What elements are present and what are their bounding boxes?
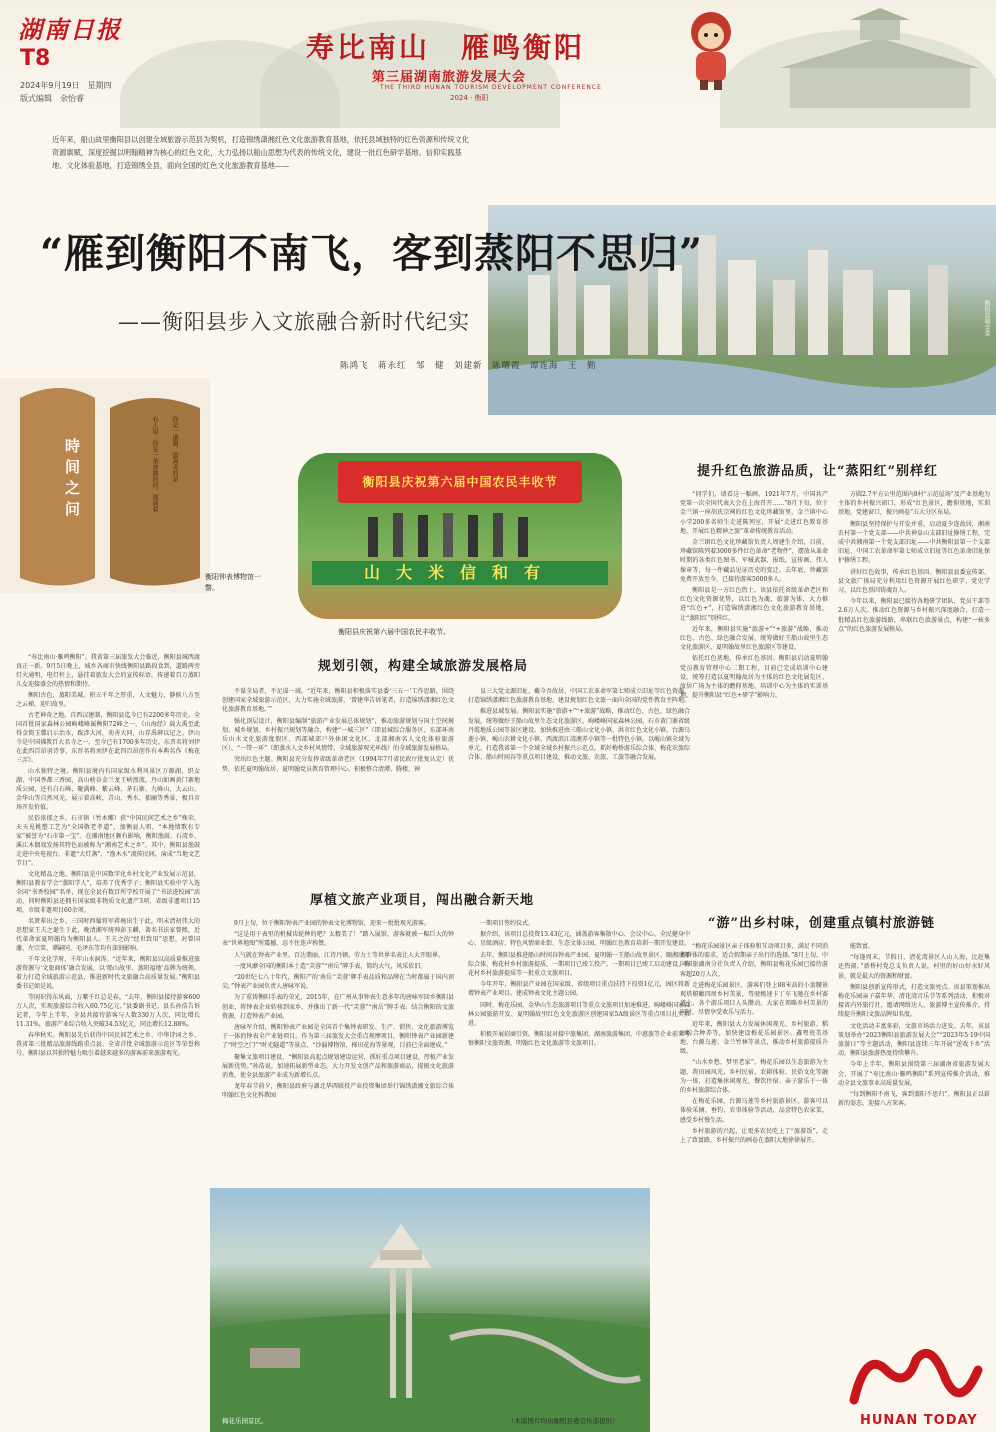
festival-caption: 衡阳县庆祝第六届中国农民丰收节。 — [338, 628, 450, 636]
section-heading-red-tourism: 提升红色旅游品质，让“蒸阳红”别样红 — [697, 464, 938, 479]
paragraph: 衡阳县坚持保护与开发并重。启动夏少连故居，湘南农村第一个党支部——中共神皇山支部旧址修缮工程，完成中共湘南第一个党支部旧址——中共衡阳县第一个支部旧址、中国工农革命军第七师成立旧址等红色革命旧址保护修缮工程。 — [838, 520, 990, 565]
paragraph: 9月上旬，位于衡阳钟表产业园的钟表文化博物馆，迎来一批批观光游客。 — [234, 920, 430, 927]
paragraph: 乡村旅游的兴起，让更多农民吃上了“旅游饭”，走上了致富路，乡村振兴的画卷在蒸阳大地徐徐展开。 — [680, 1127, 828, 1145]
newspaper-masthead: 湖南日报 — [18, 15, 122, 44]
industry-column-2 — [468, 919, 690, 1189]
paragraph: 今年上半年，衡阳县围绕第三届湖南省旅游发展大会，开展了“寿比南山·雁鸣衡阳”系列宣传推介活动，推动全县文旅事业高质量发展。 — [838, 1061, 990, 1087]
paragraph: 春华秋实。衡阳县先后获得中国民间艺术之乡、中华诗词之乡、我省第三批精品旅游线路重点县、全省首批全域旅游示范区等荣誉称号，衡阳县以其独特魅力吸引着越来越多的游客前来旅游观光。 — [16, 1032, 200, 1057]
paragraph: “这是用于表里的机械齿轮种的吧？太精美了！”踏入展馆，游客就被一幅巨大的钟表“世界地图”所震撼，忍不住连声称赞。 — [222, 931, 454, 948]
mascot-illustration — [680, 6, 742, 90]
paragraph: 皇三大党文源旧址、戴今吾故居、中国工农革命军第七师成立旧址等红色资源，打造锦绣潇湘红色旅游教育基地，建设规划红色文旅一面向全国的党性教育主阵地。 — [468, 688, 690, 705]
paragraph: 积极开展招商引资。衡阳县对接中旅集团、湖南旅游集团、中惠旅等企业前来考察衡阳文旅资源，明翰红色文化旅游等文旅项目。 — [468, 1031, 690, 1048]
paragraph: 能致富。 — [850, 943, 875, 950]
paragraph: 一度风靡全国的衡阳本土造“芙蓉”“南岳”牌手表，简约大气，风采依旧。 — [234, 962, 427, 970]
paragraph: 民俗浓郁之乡。石市镇（竹木鄉）获“中国民间艺术之乡”殊荣，天天见桃塑工艺为“全国敬老孝道”，加衡县人唱，“本地情歌有专家”被誉为“石市第一宝”。在湘南地区颇有影响，衡阳渔鼓、石湾乡、溪江木偶戏发扬其特色而被称为“湘南艺术之乡”，其中，衡阳县渔鼓走进中央电视台，非遗“大灯盏”、“渔木水”流传民间，演成“当地文艺节目”。 — [16, 815, 200, 867]
paragraph: 等闲识得东风面，万紫千红总是春。“去年，衡阳县接待游客600万人次，实现旅游综合收入60.75亿元。”县委副书记、县长孙浩告诉记者，今年上半年，全县共接待游客与人数330万人次，同比增长11.31%，旅游产业综合收入突破34.53亿元，同比增长12.88%。 — [16, 994, 200, 1028]
article-subtitle: ——衡阳县步入文旅融合新时代纪实 — [118, 310, 470, 334]
paragraph: 在梅花乐园、台源乌莲等乡村旅游景区，游客可以体验采摘、垂钓、农事体验等活动，品尝特色农家菜，感受乡村慢生活。 — [680, 1098, 828, 1124]
pillar-inscription: 有人说：你是一条奔腾的河，流淌着 — [151, 416, 158, 512]
paragraph: 文化精品之地。衡阳县是中国数字化乡村文化产业发展示范县，衡阳县教育学会“蒸阳学人”，培养了优秀学子；衡阳县实验中学入选全国“书香校园”名单，现在全县有数百所学校开展了“书法进校园”活动，同时衡阳县还拥有国家级非物质文化遗产3项、省级非遗项目15项，市级非遗项目60余项。 — [16, 871, 200, 914]
paragraph: 方圆2.7平方公里范围内8村“示范屋场”及产业基地为主体的乡村振兴窗口，形成“红色景区，瞻仰基地，实训基地，党建窗口，振兴画卷”五大分区布局。 — [838, 491, 990, 517]
observation-tower-drawing — [210, 1188, 650, 1432]
paragraph: 聚集文旅项目建设，“衡阳县高起点规划建设运营，抓好重点项目建设，厚植产业发展新优势。”孙浩说，加速拓展新型业态，大力开发文创产品和旅游商品，提振文化旅游消费，使全县旅游产业成为新增长点。 — [222, 1053, 454, 1080]
paragraph: 依托红色基地，传承红色基因。衡阳县启动夏明翰党员教育管理中心二期工程，目前已完成培训中心建设，统筹打造以夏明翰故居为主体的红色文化展览区、故居广场为主体的瞻仰基地、培训中心为主体的实训基地，提升衡阳县“红色+研学”影响力。 — [680, 655, 828, 700]
section-heading-industry: 厚植文旅产业项目，闯出融合新天地 — [310, 893, 535, 908]
section-heading-planning: 规划引领，构建全域旅游发展格局 — [318, 659, 529, 674]
paragraph: 龙年春节前夕，衡阳县政府与湖北华西联投产业投资集团举行锦绣潇湘文旅综合体明翰红色文化科教园 — [222, 1083, 454, 1100]
paragraph: 山水独特之境。衡阳县境内有国家级水利风景区万源湖、织女湖、中国香都三香园，高山峡谷金兰龙王峡漂流，丹山如画黄门寨地质公园，还有白石峰、聚满峰、紫云峰、茅石寨、九峰山、大云山、金华山等自然风光，展示着高峡、青山、秀水、郁幽等秀景，极具市场开发价值。 — [16, 768, 200, 811]
paragraph: 强化顶层设计，衡阳县编制“旅游产业发展总体规划”，推动旅游规划与国土空间规划、城乡规划、乡村振兴规划等融合，构建“一城三区”（即县城综合服务区、东部环南岳山水文化旅游度假区、西部城郊户外休闲文化区、北部湘南名人文化体验旅游区），“一带一环”（即蒸水人文乡村风情带，全域旅游观光环线）的全域旅游发展格局。 — [222, 717, 454, 753]
paragraph: 为了重铸衡阳手表的荣光，2015年，在广州从事钟表生意多年的唐咏军回乡衡阳县创业，将钟表企业转移到家乡，并推出了新一代“芙蓉”“南岳”牌手表。结合衡阳的文旅资源，打造钟表产业园。 — [222, 994, 454, 1020]
article-title: “雁到衡阳不南飞，客到蒸阳不思归” — [40, 230, 704, 277]
red-tourism-column-2 — [838, 490, 990, 890]
paragraph: “梅花乐园景区亲子体验和互动项目多，满足不同消费群体的需求，适合假期亲子出行的选择。”8月上旬，中国国旅湖南分社负责人介绍，衡阳县梅花乐园已接待游客超20万人次。 — [680, 943, 828, 978]
paragraph: 千年文化学府，千年山水洞涛。“近年来，衡阳县以高质量推进旅游资源与‘文旅商体’融合发展，以‘船山故里、蒸阳福地’品牌为统领，着力打造全域旅游示范县，推进新时代文旅融合高质量发展。”衡阳县委书记如是说。 — [16, 956, 200, 990]
planning-column-1 — [222, 687, 454, 877]
clock-museum-photo — [0, 378, 210, 593]
photo-credit: （本版图片均由衡阳县委宣传部提供） — [508, 1417, 619, 1425]
section-heading-rural-tourism: “游”出乡村味，创建重点镇村旅游链 — [708, 916, 935, 931]
paragraph: 今年开年，衡阳县产业园在国家级、省级项目重点扶持下投资1亿元，园区将新增钟表产业项目、建成钟表文化主题公园。 — [468, 981, 690, 998]
paragraph: 近年来，衡阳县实施“旅游+”“+旅游”战略，推动红色、古色、绿色融合发展，统筹做好王船山故里生态文化旅游区、夏明翰故里红色旅游区等建设。 — [680, 625, 828, 652]
ancient-tower-illustration — [760, 8, 990, 118]
issue-date: 2024年9月19日 星期四 — [20, 81, 112, 90]
paragraph: 衡阳古色，蒸阳美城。积五千年之厚重，人文魅力，静候八方至之云梯，迎归故里。 — [16, 692, 200, 708]
rural-tourism-column-2 — [838, 942, 990, 1282]
pillars-caption: 衡阳钟表博物馆一瞥。 — [205, 573, 261, 592]
plum-park-caption: 梅花乐园景区。 — [222, 1417, 268, 1425]
red-tourism-column-1 — [680, 490, 828, 890]
paragraph: 人气就在钟表产业里。百达翡丽、江诗丹顿、劳力士等世界名表让人大开眼界。 — [234, 951, 445, 959]
paragraph: 衡阳县是一方红色热土。该县依托省级革命老区和红色文化资源优势，以红色为魂，旅游为体，大力推进“红色+”，打造锦绣潇湘红色文化旅游教育基地，让“蒸阳红”别样红。 — [680, 587, 828, 622]
paragraph: 突出红色主题。衡阳县充分发挥省级革命老区（1994年7月省民政厅批复认定）优势，依托夏明翰故居、夏明翰党员教育管理中心、积极整合清潭、腾楼、神 — [222, 756, 454, 773]
layout-editor: 版式编辑 余怡睿 — [20, 94, 84, 103]
conference-english-name: THE THIRD HUNAN TOURISM DEVELOPMENT CONFERENCE — [380, 84, 602, 91]
left-column — [16, 653, 200, 1423]
paragraph: 走进梅花乐园景区，游客们登上88米高的小蛮腰景观塔俯瞰四周乡村美景，驾驶极速卡丁车飞驰在乡村赛道上，各个游乐项目人头攒动。大家在领略乡村美景的同时，尽情享受欢乐与活力。 — [680, 981, 828, 1017]
conference-name: 第三届湖南旅游发展大会 — [372, 70, 527, 85]
festival-banner: 衡阳县庆祝第六届中国农民丰收节 — [338, 461, 582, 503]
pillar-inscription: 你是一道题，最离奇的是 — [171, 416, 178, 482]
paragraph: 去年，衡阳县推进船山时间谷钟表产业园、夏明翰一王船山故里景区、颐湘康养综合体、梅花村乡村旅游提质，一期项目已竣工投产，一期项目已竣工启动建设，梅花村乡村旅游提质等一批重点文旅项目。 — [468, 951, 690, 978]
article-authors: 陈鸿飞 蒋永红 邹 健 刘建新 陈曙霞 谭连海 王 勤 — [340, 361, 597, 371]
paragraph: 同时，梅花乐园、金华山生态旅游项目等重点文旅项目加速推进，岣嵝峰国家森林公园旅游开发、夏明翰故里红色文化旅游区创建国家5A级景区等重点项目扎实推进。 — [468, 1001, 690, 1028]
paragraph: 金兰镇红色文化珍藏馆负责人周建生介绍，目前，珍藏馆陈列着3000多件红色革命“老物件”，摆放从革命时期的各类红色图书、军械武器、报纸、宣传画、伟人像章等，每一件藏品见证历史的变迁。去年底，珍藏馆免费开放至今，已接待游客5000多人。 — [680, 539, 828, 583]
paragraph: “20世纪七八十年代，衡阳产的‘南岳’‘芙蓉’牌手表品质和品牌在当时都属于国内顶尖。”钟表产业园负责人唐咏军说。 — [222, 974, 454, 991]
festival-people — [298, 503, 622, 563]
planning-column-2 — [468, 687, 690, 877]
new-hunan-watermark-text: HUNAN TODAY — [860, 1413, 978, 1428]
new-hunan-logo — [846, 1340, 986, 1420]
rural-tourism-column-1 — [680, 942, 828, 1422]
paragraph: “每到衡阳不南飞，客到蒸阳不思归”。衡阳县正以崭新的姿态，迎接八方来客。 — [838, 1091, 990, 1108]
conference-year: 2024 · 衡阳 — [450, 94, 489, 102]
conference-slogan: 寿比南山 雁鸣衡阳 — [306, 31, 586, 64]
article-lead: 近年来，船山故里衡阳县以创建全域旅游示范县为契机，打造锦绣潇湘红色文化旅游教育基地，依托县域独特的红色资源和传统文化资源禀赋，深度挖掘以明翰精神为核心的红色文化，大力弘扬以船山思想为代表的传统文化，建设一批红色研学基地、信仰实践基地、文化体验基地，打造锦绣全县，面向全国的红色文化旅游教育基地—— — [52, 135, 469, 170]
paragraph: 名贤辈出之乡。三国时西蜀将军蒋琬出生于此，明末清初伟大的思想家王夫之诞生于此，晚清湘军统帅彭玉麟，著名书法家曾熙，近代革命家夏明翰均为衡阳县人。王夫之的“经世致用”思想，对曾国藩、左宗棠、谭嗣同、毛泽东等均有深刻影响。 — [16, 918, 200, 952]
paragraph: “每逢周末、节假日，清花湾景区人山人海，比赶集还热闹。”新桥村党总支负责人说，村里的好山好水好风景，就是最大的资源和财富。 — [838, 954, 990, 980]
paragraph: 今年以来，衡阳县已接待各地研学团队、党员干部等2.6万人次。推动红色资源与乡村振兴深度融合，打造一批精品红色旅游线路，串联红色旅游景点，构建“一核多点”的红色旅游发展格局。 — [838, 598, 990, 633]
paragraph: “同学们，请看这一幅画，1921年7月，中国共产党第一次全国代表大会在上海召开……”8月下旬，位于金兰镇一座胡氏宗祠的红色文化珍藏馆里，金兰镇中心小学200多名师生走进陈列室，开展“走进红色教育基地，开展红色精神之旅”革命传统教育活动。 — [680, 491, 828, 535]
page-number: T8 — [20, 46, 51, 71]
paragraph: 近年来，衡阳县大力发展休闲观光、乡村旅游、稻田综合种养等，加快建设梅花乐园景区、鑫粤瓷美基地、台源乌莲、金兰竹林等景点，推动乡村旅游提质升级。 — [680, 1020, 828, 1056]
museum-sign: 時间之问 — [63, 438, 81, 522]
paragraph: 古老神奇之地。自西汉建制，衡阳县迄今已有2200多年历史。全国首批国家森林公园岣嵝峰属衡阳72峰之一，《山海经》载大禹至此得金简玉牒启示治水，跋涉大河，劝善大同，山存禹碑以记之。伊山寺是中国佛教百大名寺之一，至今已有1700多年历史。东晋名将刘伊在此四百昂羽诗事，东晋名将刘伊在此四百昂创作有本典名作《梅花三弄》。 — [16, 712, 200, 764]
paragraph: “寿比南山·雁鸣衡阳”。我省第三届旅发大会临近，衡阳县城西渡真正一新。9月5日晚上，城乡各商市快线衡阳县路段食到，道路两旁灯火通明，电灯杆上，悬挂着旅发大会的宣传标语，传递着百万蒸阳儿女迎接盛会的热情和期待。 — [16, 654, 200, 688]
paragraph: 不谋全局者，不足谋一域。“近年来，衡阳县积极落实县委‘三五一’工作思路，围绕创建国家全域旅游示范区，大力实施全域旅游，‘曾建华告诉笔者，打造锦绣潇湘红色文化旅游教育基地。’” — [222, 688, 454, 714]
paragraph: 唐咏军介绍，衡阳钟表产业园是全国首个集钟表研发、生产、销售、文化旅游博览于一体的钟表全产业链项目。作为第三届旅发大会重点观摩项目，衡阳钟表产业园新建了“时空之门”“时光隧道”等景点，“沙漏博物馆、梯田花海等景观，目前已全面建成。” — [222, 1024, 454, 1050]
paragraph: 衡阳县创新宣传形式，打造文旅亮点。该县策划推出梅花乐园亲子嘉年华、清花湾音乐节等系列活动，积极对接省内外旅行社，邀请网络达人、旅游博主宣传推介，持续提升衡阳文旅品牌知名度。 — [838, 983, 990, 1019]
hero-photo-caption: 衡阳县城全景 — [983, 300, 990, 336]
plum-park-photo — [210, 1188, 650, 1432]
festival-backdrop-text: 山大米信和有 — [312, 561, 608, 585]
paragraph: 讲好红色故事，传承红色基因。衡阳县县委宣传部、县文旅广体局充分利用红色资源开展红色研学、党史学习，以红色基因铸魂育人。 — [838, 568, 990, 595]
paragraph: 推进县域发展。衡阳县实施“旅游+”“+旅游”战略，推动红色、古色、绿色融合发展，统筹做好王船山故里生态文化旅游区、岣嵝峰国家森林公园、石市黄门寨省级丹霞地质公园等景区建设。加快推进由三船山文化小镇、洪市红色文化小镇、台源乌莲小镇、岘山农耕文化小镇、西渡滨江湾澳养小镇等一批特色小镇。以岘山镇全域为单元，打造我省第一个全域全域乡村振兴示范点。抓好梅桥游乐综合体、梅花农旅综合体、船山时间谷等重点项目建设，推动文旅、农旅、工旅等融合发展。 — [468, 708, 690, 762]
paragraph: 据介绍，该项目总投资13.43亿元，涵盖游客集散中心、会议中心、全民健身中心、星级酒店、特色风情商业街、生态文体公园、明翰红色教育培训一期开发建设。 — [468, 931, 690, 948]
paragraph: 文化活动丰富多彩，文旅市场活力迸发。去年，该县策划举办“2023衡阳县旅游发展大会”“2023年5·19中国旅游日”等主题活动，衡阳县连续三年开展“送戏下乡”活动，衡阳县旅游热度持续攀升。 — [838, 1022, 990, 1058]
paragraph: 一期项目签约仪式。 — [480, 920, 535, 927]
harvest-festival-photo — [298, 453, 622, 619]
paragraph: “山水乡愁，梦里老家”。梅花乐园以生态旅游为主题，将田园风光、乡村民宿、农耕体验、民俗文化等融为一体，打造集休闲观光、餐饮住宿、亲子游乐于一体的乡村旅游综合体。 — [680, 1059, 828, 1095]
